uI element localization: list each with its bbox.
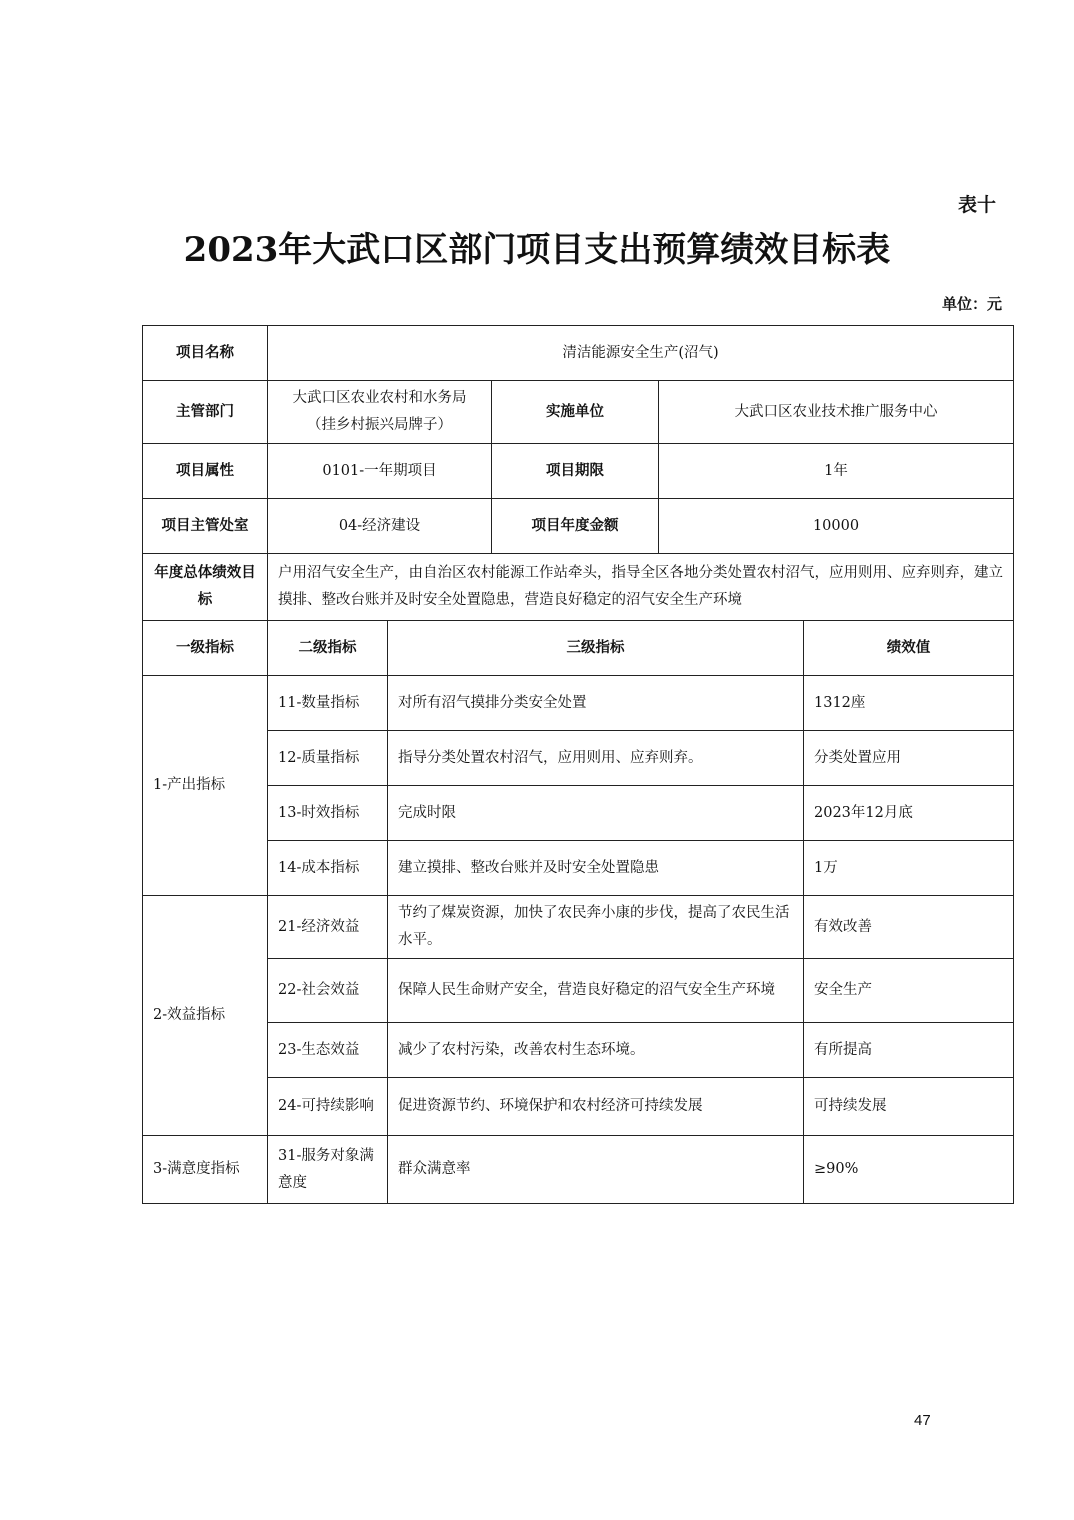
amount-label: 项目年度金额 xyxy=(492,499,659,554)
level3-cell: 完成时限 xyxy=(388,786,804,841)
period-value: 1年 xyxy=(659,444,1014,499)
level2-cell: 23-生态效益 xyxy=(268,1023,388,1078)
dept-value-line2: （挂乡村振兴局牌子） xyxy=(307,417,452,433)
level3-cell: 保障人民生命财产安全，营造良好稳定的沼气安全生产环境 xyxy=(388,959,804,1023)
project-name-label: 项目名称 xyxy=(143,326,268,381)
level2-cell: 14-成本指标 xyxy=(268,841,388,896)
value-cell: 安全生产 xyxy=(804,959,1014,1023)
level3-cell: 建立摸排、整改台账并及时安全处置隐患 xyxy=(388,841,804,896)
dept-value-line1: 大武口区农业农村和水务局 xyxy=(292,390,467,406)
value-cell: 有所提高 xyxy=(804,1023,1014,1078)
office-row xyxy=(143,499,1014,554)
level3-header: 三级指标 xyxy=(388,621,804,676)
level1-benefit: 2-效益指标 xyxy=(143,896,268,1136)
project-name-value: 清洁能源安全生产(沼气) xyxy=(268,326,1014,381)
value-cell: 1312座 xyxy=(804,676,1014,731)
budget-performance-table xyxy=(142,325,1014,1204)
level3-cell: 节约了煤炭资源，加快了农民奔小康的步伐，提高了农民生活水平。 xyxy=(388,896,804,959)
department-row xyxy=(143,381,1014,444)
amount-value: 10000 xyxy=(659,499,1014,554)
indicator-header-row xyxy=(143,621,1014,676)
dept-label: 主管部门 xyxy=(143,381,268,444)
level1-satisfaction: 3-满意度指标 xyxy=(143,1136,268,1204)
office-label: 项目主管处室 xyxy=(143,499,268,554)
page-title: 2023年大武口区部门项目支出预算绩效目标表 xyxy=(183,230,891,270)
goal-row xyxy=(143,554,1014,621)
level2-cell: 13-时效指标 xyxy=(268,786,388,841)
table-tag: 表十 xyxy=(958,194,997,216)
table-row xyxy=(143,1023,1014,1078)
value-cell: ≥90% xyxy=(804,1136,1014,1204)
value-cell: 有效改善 xyxy=(804,896,1014,959)
level1-output: 1-产出指标 xyxy=(143,676,268,896)
level1-header: 一级指标 xyxy=(143,621,268,676)
value-cell: 分类处置应用 xyxy=(804,731,1014,786)
table-row xyxy=(143,1078,1014,1136)
dept-value xyxy=(268,381,492,444)
impl-value: 大武口区农业技术推广服务中心 xyxy=(659,381,1014,444)
goal-value: 户用沼气安全生产，由自治区农村能源工作站牵头，指导全区各地分类处置农村沼气，应用则用、应弃则弃，建立摸排、整改台账并及时安全处置隐患，营造良好稳定的沼气安全生产环境 xyxy=(268,554,1014,621)
office-value: 04-经济建设 xyxy=(268,499,492,554)
impl-label: 实施单位 xyxy=(492,381,659,444)
page-number: 47 xyxy=(914,1412,931,1429)
table-row xyxy=(143,786,1014,841)
level3-cell: 群众满意率 xyxy=(388,1136,804,1204)
table-row xyxy=(143,959,1014,1023)
attr-label: 项目属性 xyxy=(143,444,268,499)
level3-cell: 促进资源节约、环境保护和农村经济可持续发展 xyxy=(388,1078,804,1136)
value-cell: 1万 xyxy=(804,841,1014,896)
value-header: 绩效值 xyxy=(804,621,1014,676)
table-row xyxy=(143,896,1014,959)
level2-cell: 11-数量指标 xyxy=(268,676,388,731)
goal-label: 年度总体绩效目标 xyxy=(143,554,268,621)
table-row xyxy=(143,676,1014,731)
project-name-row xyxy=(143,326,1014,381)
level2-header: 二级指标 xyxy=(268,621,388,676)
attribute-row xyxy=(143,444,1014,499)
value-cell: 2023年12月底 xyxy=(804,786,1014,841)
level2-cell: 31-服务对象满意度 xyxy=(268,1136,388,1204)
table-row xyxy=(143,841,1014,896)
level3-cell: 减少了农村污染，改善农村生态环境。 xyxy=(388,1023,804,1078)
level2-cell: 22-社会效益 xyxy=(268,959,388,1023)
table-row xyxy=(143,1136,1014,1204)
level2-cell: 12-质量指标 xyxy=(268,731,388,786)
value-cell: 可持续发展 xyxy=(804,1078,1014,1136)
level3-cell: 对所有沼气摸排分类安全处置 xyxy=(388,676,804,731)
level2-cell: 21-经济效益 xyxy=(268,896,388,959)
table-row xyxy=(143,731,1014,786)
level2-cell: 24-可持续影响 xyxy=(268,1078,388,1136)
attr-value: 0101-一年期项目 xyxy=(268,444,492,499)
unit-label: 单位：元 xyxy=(941,295,1002,313)
period-label: 项目期限 xyxy=(492,444,659,499)
level3-cell: 指导分类处置农村沼气，应用则用、应弃则弃。 xyxy=(388,731,804,786)
